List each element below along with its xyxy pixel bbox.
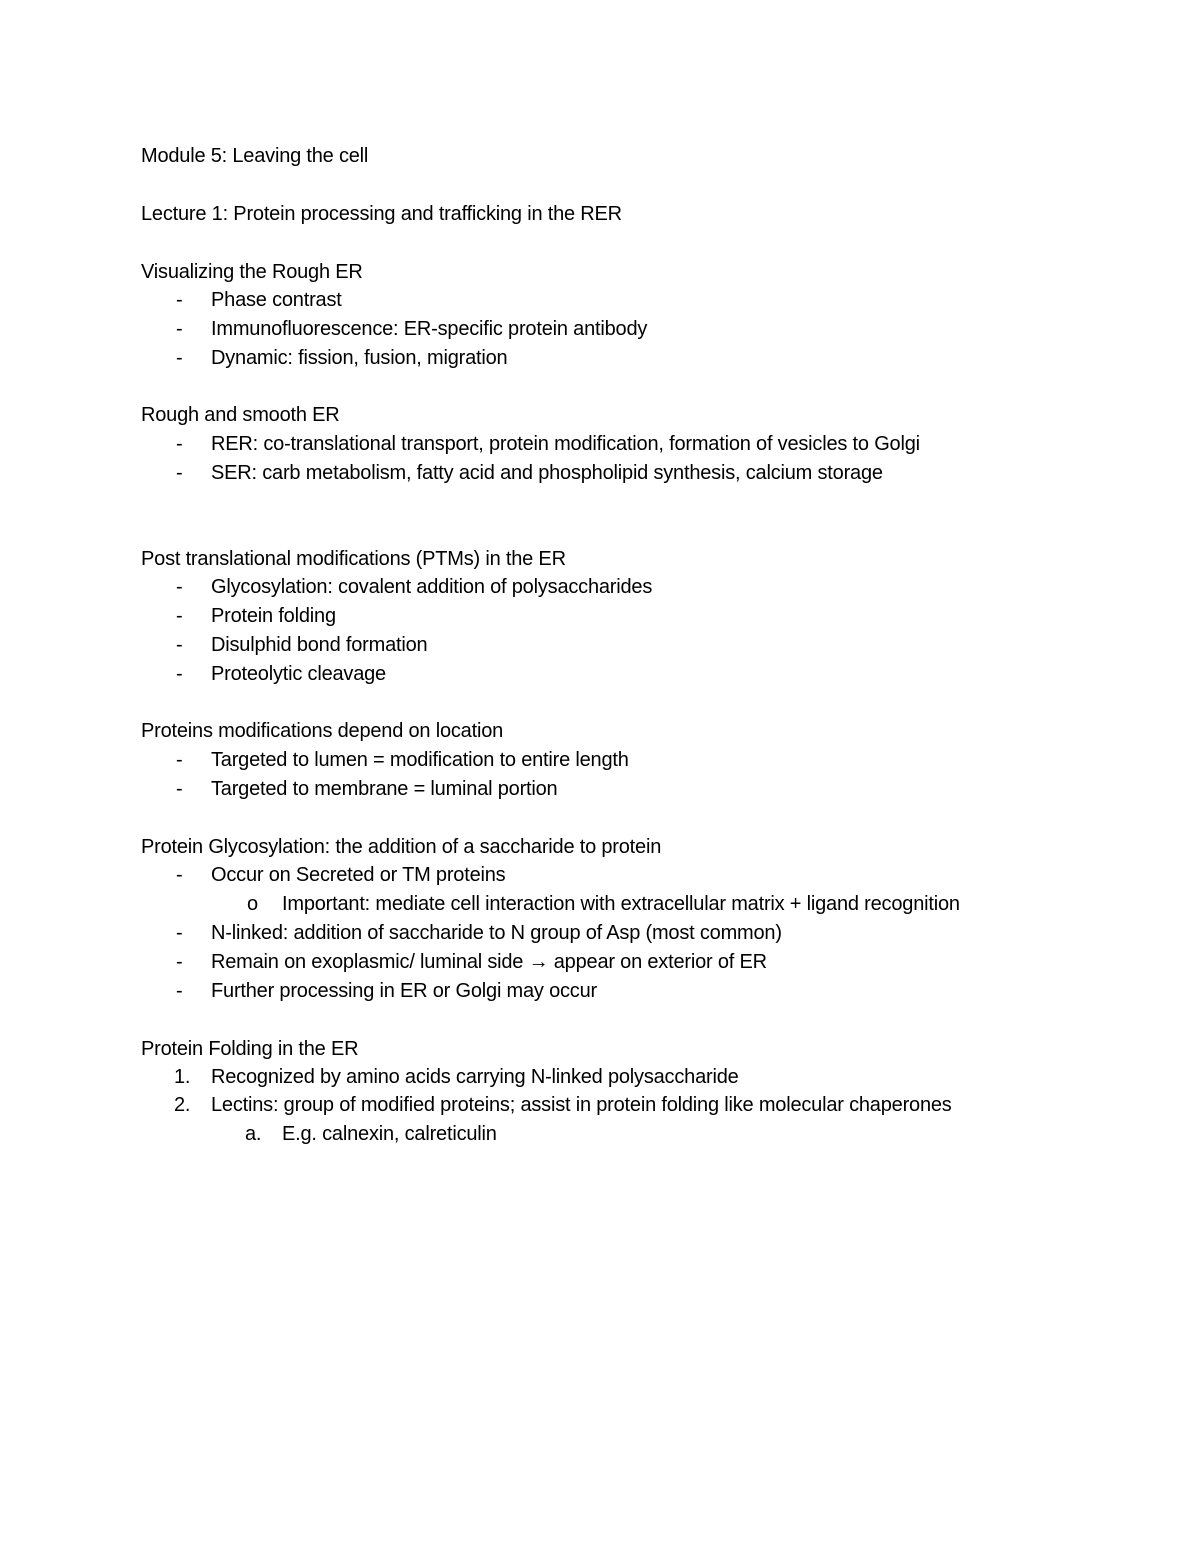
- list-item: Phase contrast: [211, 289, 342, 311]
- dash-bullet: -: [176, 634, 183, 656]
- dash-bullet: -: [176, 778, 183, 800]
- list-item: Targeted to lumen = modification to entire length: [211, 749, 629, 771]
- section-heading: Rough and smooth ER: [141, 404, 340, 426]
- dash-bullet: -: [176, 951, 183, 973]
- list-item: Targeted to membrane = luminal portion: [211, 778, 558, 800]
- dash-bullet: -: [176, 922, 183, 944]
- list-subitem: E.g. calnexin, calreticulin: [282, 1123, 497, 1145]
- list-item: Immunofluorescence: ER-specific protein antibody: [211, 318, 648, 340]
- dash-bullet: -: [176, 864, 183, 886]
- dash-bullet: -: [176, 749, 183, 771]
- section-heading: Visualizing the Rough ER: [141, 261, 363, 283]
- section-heading: Proteins modifications depend on location: [141, 720, 504, 742]
- dash-bullet: -: [176, 289, 183, 311]
- number-marker: 1.: [174, 1066, 191, 1088]
- list-subitem: Important: mediate cell interaction with extracellular matrix + ligand recognition: [282, 893, 960, 915]
- dash-bullet: -: [176, 980, 183, 1002]
- lecture-title: Lecture 1: Protein processing and trafficking in the RER: [141, 203, 622, 225]
- list-item: Proteolytic cleavage: [211, 663, 386, 685]
- list-item: Lectins: group of modified proteins; assist in protein folding like molecular chaperones: [211, 1094, 952, 1116]
- number-marker: 2.: [174, 1094, 191, 1116]
- dash-bullet: -: [176, 318, 183, 340]
- list-item: Disulphid bond formation: [211, 634, 428, 656]
- list-item: Protein folding: [211, 605, 336, 627]
- module-title: Module 5: Leaving the cell: [141, 145, 369, 167]
- dash-bullet: -: [176, 576, 183, 598]
- list-item: Remain on exoplasmic/ luminal side → appear on exterior of ER: [211, 951, 767, 973]
- letter-marker: a.: [245, 1123, 262, 1145]
- list-item: SER: carb metabolism, fatty acid and phospholipid synthesis, calcium storage: [211, 462, 883, 484]
- dash-bullet: -: [176, 347, 183, 369]
- list-item: Dynamic: fission, fusion, migration: [211, 347, 508, 369]
- list-item: Recognized by amino acids carrying N-linked polysaccharide: [211, 1066, 739, 1088]
- list-item: Glycosylation: covalent addition of polysaccharides: [211, 576, 653, 598]
- dash-bullet: -: [176, 433, 183, 455]
- list-item: Further processing in ER or Golgi may occur: [211, 980, 597, 1002]
- section-heading: Protein Folding in the ER: [141, 1038, 359, 1060]
- list-item: RER: co-translational transport, protein modification, formation of vesicles to Golgi: [211, 433, 920, 455]
- circle-bullet: o: [247, 893, 258, 915]
- list-item: Occur on Secreted or TM proteins: [211, 864, 506, 886]
- list-item: N-linked: addition of saccharide to N group of Asp (most common): [211, 922, 782, 944]
- dash-bullet: -: [176, 663, 183, 685]
- dash-bullet: -: [176, 462, 183, 484]
- section-heading: Protein Glycosylation: the addition of a saccharide to protein: [141, 836, 662, 858]
- section-heading: Post translational modifications (PTMs) in the ER: [141, 548, 566, 570]
- dash-bullet: -: [176, 605, 183, 627]
